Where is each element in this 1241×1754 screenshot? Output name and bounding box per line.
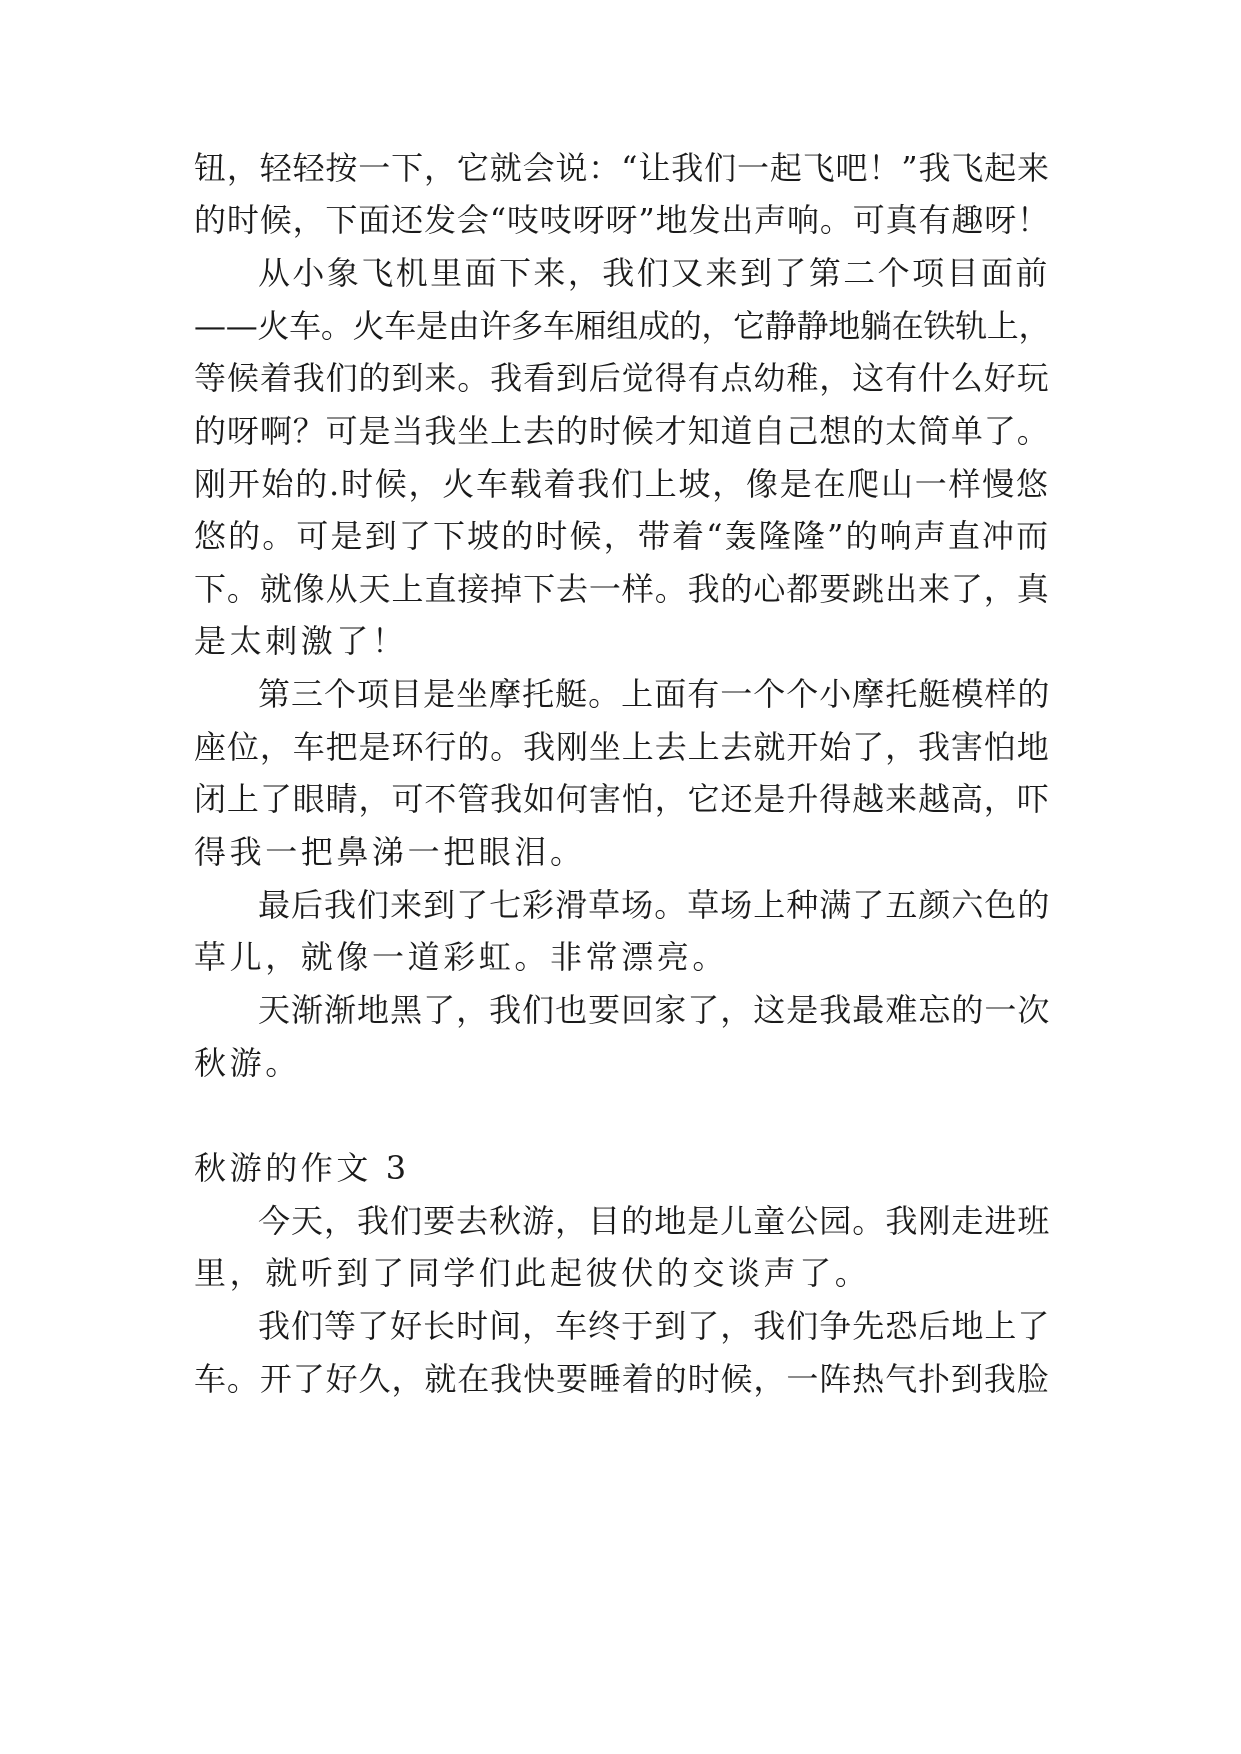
text-line: 闭上了眼睛，可不管我如何害怕，它还是升得越来越高，吓 [194,780,1050,818]
text-line: 车。开了好久，就在我快要睡着的时候，一阵热气扑到我脸 [194,1360,1050,1398]
paragraph-start-line: 天渐渐地黑了，我们也要回家了，这是我最难忘的一次 [258,991,1051,1029]
text-line: 座位，车把是环行的。我刚坐上去上去就开始了，我害怕地 [194,728,1050,766]
text-line: 的时候，下面还发会“吱吱呀呀”地发出声响。可真有趣呀！ [194,201,1050,239]
paragraph-start-line: 最后我们来到了七彩滑草场。草场上种满了五颜六色的 [258,886,1051,924]
paragraph-start-line: 我们等了好长时间，车终于到了，我们争先恐后地上了 [258,1307,1051,1345]
text-line: 悠的。可是到了下坡的时候，带着“轰隆隆”的响声直冲而 [194,517,1051,555]
text-line: ——火车。火车是由许多车厢组成的，它静静地躺在铁轨上， [194,307,1051,345]
text-line: 的呀啊？可是当我坐上去的时候才知道自己想的太简单了。 [194,412,1050,450]
text-line: 是太刺激了！ [194,622,408,660]
text-line: 下。就像从天上直接掉下去一样。我的心都要跳出来了，真 [194,570,1050,608]
text-line: 得我一把鼻涕一把眼泪。 [194,833,586,871]
text-line: 刚开始的.时候，火车载着我们上坡，像是在爬山一样慢悠 [194,465,1050,503]
paragraph-start-line: 今天，我们要去秋游，目的地是儿童公园。我刚走进班 [258,1202,1051,1240]
text-line: 草儿，就像一道彩虹。非常漂亮。 [194,938,729,976]
text-line: 钮，轻轻按一下，它就会说：“让我们一起飞吧！”我飞起来 [194,149,1050,187]
text-line: 秋游。 [194,1044,301,1082]
paragraph-start-line: 从小象飞机里面下来，我们又来到了第二个项目面前 [258,254,1050,292]
text-line: 里，就听到了同学们此起彼伏的交谈声了。 [194,1254,871,1292]
text-line: 等候着我们的到来。我看到后觉得有点幼稚，这有什么好玩 [194,359,1050,397]
section-heading: 秋游的作文 3 [194,1149,410,1187]
paragraph-start-line: 第三个项目是坐摩托艇。上面有一个个小摩托艇模样的 [258,675,1051,713]
